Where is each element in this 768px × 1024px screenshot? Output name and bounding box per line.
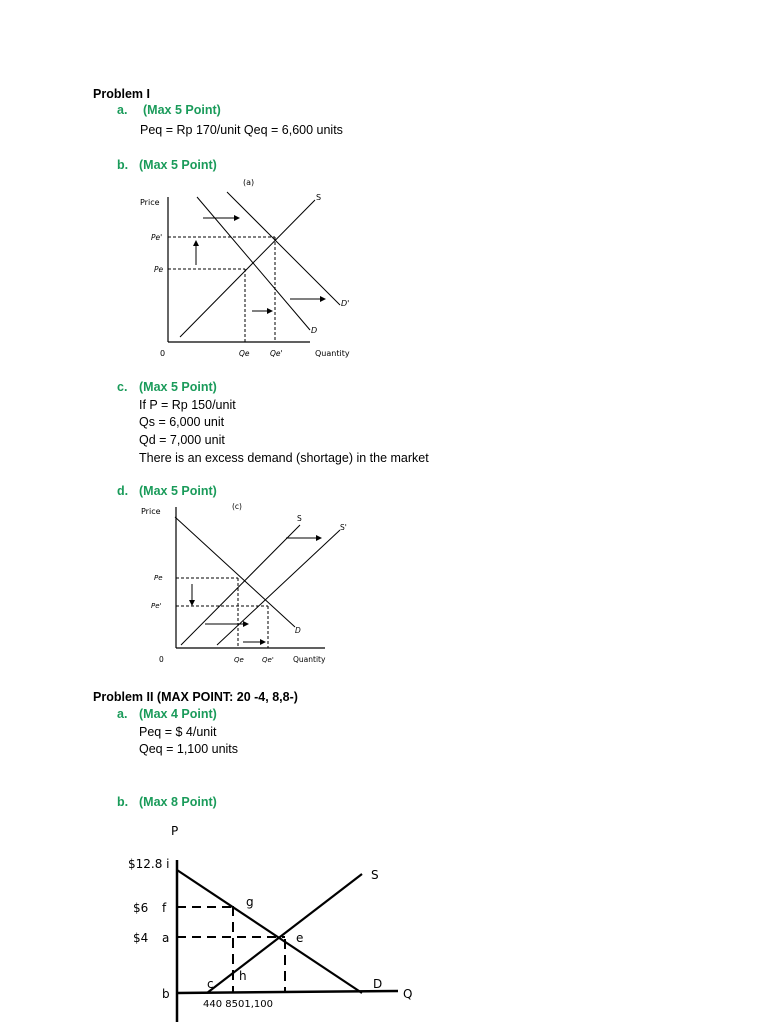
graph-p2-p-label: P (171, 824, 179, 838)
graph-p2-price-4: $4 (133, 931, 149, 945)
item-2a-line-2: Qeq = 1,100 units (139, 742, 239, 756)
item-c-line-2: Qs = 6,000 unit (139, 415, 225, 429)
graph-c-pe-prime-label: Pe' (151, 602, 162, 610)
graph-p2-e-label: e (296, 931, 304, 945)
graph-c-s-prime-label: S' (340, 523, 347, 532)
graph-c-qe-prime-label: Qe' (262, 656, 274, 664)
graph-p2-x-ticks: 440 8501,100 (203, 999, 273, 1010)
item-c-letter: c. (117, 380, 128, 394)
graph-c-price-label: Price (141, 507, 161, 516)
graph-problem2 (120, 822, 450, 1022)
graph-p2-a-label: a (162, 931, 170, 945)
graph-p2-b-label: b (162, 987, 170, 1001)
graph-p2-demand-line (177, 870, 362, 993)
item-2b-letter: b. (117, 795, 129, 809)
graph-a-qe-label: Qe (239, 349, 250, 358)
graph-a-pe-label: Pe (154, 265, 164, 274)
item-d-label: (Max 5 Point) (139, 484, 217, 498)
graph-a-tag: (a) (243, 178, 255, 187)
item-2b-label: (Max 8 Point) (139, 795, 217, 809)
item-a-label: (Max 5 Point) (143, 103, 221, 117)
graph-a-origin: 0 (160, 349, 166, 358)
graph-c-tag: (c) (232, 502, 242, 511)
graph-p2-f-label: f (162, 901, 167, 915)
graph-c-d-label: D (295, 626, 301, 635)
graph-a-quantity-label: Quantity (315, 349, 350, 358)
item-a-answer: Peq = Rp 170/unit Qeq = 6,600 units (140, 123, 343, 137)
graph-p2-price-top: $12.8 i (128, 857, 170, 871)
item-2a-label: (Max 4 Point) (139, 707, 217, 721)
item-2a-letter: a. (117, 707, 128, 721)
graph-a-pe-prime-label: Pe' (151, 233, 163, 242)
graph-a-d-label: D (311, 326, 318, 335)
graph-p2-g-label: g (246, 895, 254, 909)
graph-p2-q-label: Q (403, 987, 413, 1001)
graph-a-qe-prime-label: Qe' (270, 349, 283, 358)
item-b-letter: b. (117, 158, 129, 172)
graph-a-price-label: Price (140, 198, 160, 207)
problem-1-title: Problem I (93, 87, 150, 101)
graph-c-qe-label: Qe (234, 656, 244, 664)
graph-c-supply-line (181, 525, 300, 645)
graph-p2-s-label: S (371, 868, 379, 882)
item-c-line-3: Qd = 7,000 unit (139, 433, 225, 447)
graph-c-s-label: S (297, 514, 302, 523)
graph-a-d-prime-label: D' (341, 299, 350, 308)
graph-p2-c-label: c (207, 977, 214, 991)
graph-a (135, 175, 375, 365)
graph-p2-d-label: D (373, 977, 383, 991)
item-b-label: (Max 5 Point) (139, 158, 217, 172)
graph-p2-price-6: $6 (133, 901, 149, 915)
item-c-label: (Max 5 Point) (139, 380, 217, 394)
item-c-line-1: If P = Rp 150/unit (139, 398, 236, 412)
item-c-line-4: There is an excess demand (shortage) in the market (139, 451, 429, 465)
graph-c-quantity-label: Quantity (293, 655, 326, 664)
graph-c-pe-label: Pe (154, 574, 163, 582)
graph-c-demand-line (175, 517, 295, 627)
graph-a-demand-prime-line (227, 192, 340, 305)
graph-c-origin: 0 (159, 655, 164, 664)
item-2a-line-1: Peq = $ 4/unit (139, 725, 217, 739)
graph-c (135, 500, 365, 670)
graph-p2-h-label: h (239, 969, 247, 983)
item-a-letter: a. (117, 103, 128, 117)
item-d-letter: d. (117, 484, 129, 498)
problem-2-title: Problem II (MAX POINT: 20 -4, 8,8-) (93, 690, 298, 704)
graph-a-s-label: S (316, 193, 322, 202)
graph-a-demand-line (197, 197, 310, 330)
